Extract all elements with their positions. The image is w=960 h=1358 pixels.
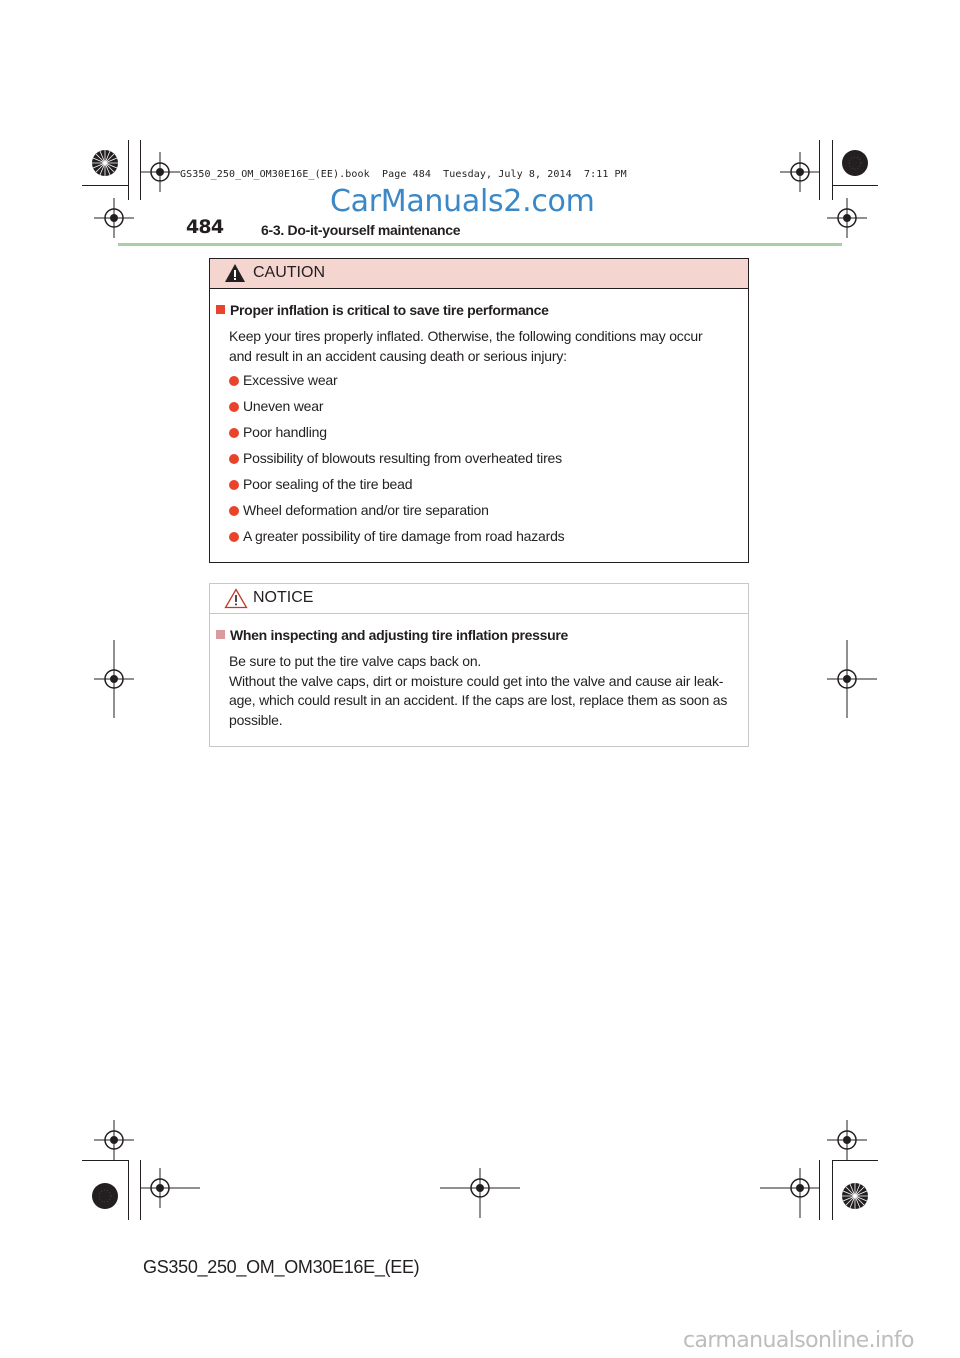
caution-label: CAUTION (253, 264, 325, 281)
crop-line (832, 185, 878, 186)
list-item-text: Excessive wear (243, 372, 338, 388)
notice-header (210, 584, 748, 614)
list-item-text: Wheel deformation and/or tire separation (243, 502, 489, 518)
crop-line (832, 1160, 878, 1161)
bullet-dot-icon (229, 376, 239, 386)
starburst-target-icon (840, 1181, 870, 1211)
footer-site-watermark: carmanualsonline.info (683, 1328, 914, 1353)
bullet-dot-icon (229, 480, 239, 490)
notice-line: Without the valve caps, dirt or moisture could get into the valve and cause air leak- (229, 672, 724, 689)
list-item-text: Poor handling (243, 424, 327, 440)
list-item (229, 450, 562, 466)
registration-crosshair-icon (827, 198, 867, 238)
crop-line (82, 185, 128, 186)
list-item (229, 528, 564, 544)
list-item-text: Poor sealing of the tire bead (243, 476, 413, 492)
caution-intro (229, 327, 741, 366)
notice-body (229, 652, 741, 730)
crop-line (832, 1160, 833, 1220)
watermark: CarManuals2.com (330, 184, 595, 219)
caution-intro-line: and result in an accident causing death or serious injury: (229, 347, 567, 364)
notice-heading-text: When inspecting and adjusting tire inflation pressure (230, 627, 569, 643)
caution-heading-text: Proper inflation is critical to save tire performance (230, 302, 549, 318)
bullet-dot-icon (229, 532, 239, 542)
notice-box (209, 583, 749, 747)
caution-header (210, 259, 748, 289)
square-bullet-icon (216, 305, 225, 314)
registration-crosshair-icon (140, 152, 180, 192)
solid-target-icon (90, 1181, 120, 1211)
bullet-dot-icon (229, 506, 239, 516)
list-item (229, 424, 327, 440)
warning-triangle-icon (224, 263, 246, 283)
list-item (229, 398, 323, 414)
caution-heading (216, 302, 549, 318)
list-item-text: A greater possibility of tire damage from road hazards (243, 528, 565, 544)
list-item (229, 502, 489, 518)
list-item (229, 476, 412, 492)
registration-crosshair-icon (827, 1120, 867, 1160)
caution-intro-line: Keep your tires properly inflated. Otherwise, the following conditions may occur (229, 328, 703, 344)
registration-crosshair-icon (94, 1120, 134, 1160)
registration-crosshair-icon (780, 152, 820, 192)
list-item (229, 372, 337, 388)
crop-line (832, 140, 833, 200)
square-bullet-icon (216, 630, 225, 639)
registration-crosshair-icon (760, 1168, 820, 1218)
page-number: 484 (186, 216, 224, 238)
section-title: 6-3. Do-it-yourself maintenance (261, 222, 461, 238)
notice-line: possible. (229, 711, 283, 728)
list-item-text: Possibility of blowouts resulting from overheated tires (243, 450, 562, 466)
notice-line: age, which could result in an accident. If the caps are lost, replace them as soon as (229, 692, 728, 708)
registration-crosshair-icon (827, 640, 877, 718)
bullet-dot-icon (229, 402, 239, 412)
footer-model-code: GS350_250_OM_OM30E16E_(EE) (143, 1257, 420, 1277)
bullet-dot-icon (229, 454, 239, 464)
crop-line (82, 1160, 128, 1161)
crop-line (128, 140, 129, 200)
registration-crosshair-icon (94, 640, 134, 718)
notice-heading (216, 627, 568, 643)
print-slug: GS350_250_OM_OM30E16E_(EE).book Page 484 Tuesday, July 8, 2014 7:11 PM (180, 169, 627, 180)
crop-line (128, 1160, 129, 1220)
registration-crosshair-icon (140, 1168, 200, 1208)
caution-box (209, 258, 749, 563)
registration-crosshair-icon (440, 1168, 520, 1218)
solid-target-icon (840, 148, 870, 178)
header-rule (118, 243, 842, 246)
notice-label: NOTICE (253, 589, 314, 606)
registration-crosshair-icon (94, 198, 134, 238)
bullet-dot-icon (229, 428, 239, 438)
notice-line: Be sure to put the tire valve caps back on. (229, 653, 482, 669)
warning-outline-icon (224, 588, 248, 609)
starburst-target-icon (90, 148, 120, 178)
list-item-text: Uneven wear (243, 398, 324, 414)
